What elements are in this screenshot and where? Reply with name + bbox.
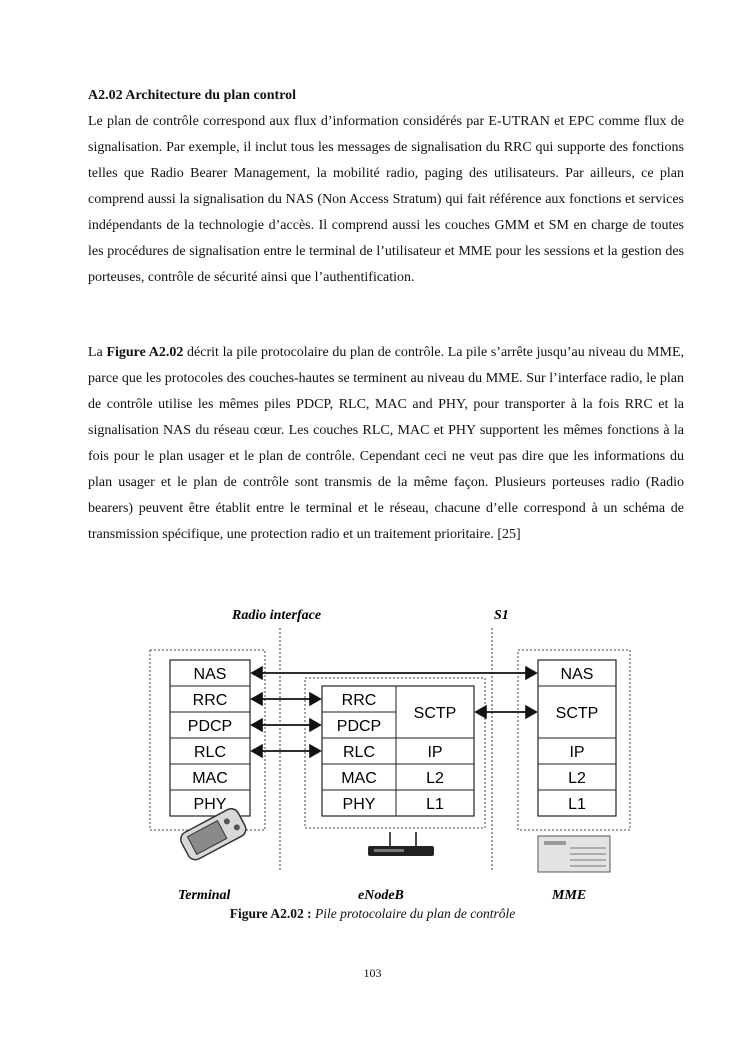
- protocol-stack-figure: [140, 600, 640, 910]
- enodeb-layer: RLC: [342, 744, 376, 761]
- section-heading: A2.02 Architecture du plan control: [88, 88, 297, 103]
- enodeb-layer: PHY: [342, 796, 376, 813]
- enodeb-stack: [322, 686, 474, 816]
- caption-label: Figure A2.02 :: [229, 906, 312, 921]
- mme-layer: L1: [568, 796, 586, 813]
- paragraph-1: Le plan de contrôle correspond aux flux d’information considérés par E-UTRAN et EPC comme flux de signalisation. Par exemple, il inclut tous les messages de signalisation du RRC qui supporte des fonctions telles que Radio Bearer Management, la mobilité radio, paging des utilisateurs. Par ailleurs, ce plan comprend aussi la signalisation du NAS (Non Access Stratum) qui fait référence aux fonctions et services indépendants de la technologie d’accès. Il comprend aussi les couches GMM et SM en charge de toutes les procédures de signalisation entre le terminal de l’utilisateur et MME pour les sessions et la gestion des porteuses, contrôle de sécurité ainsi que l’authentification.: [88, 114, 684, 285]
- enodeb-layer: L1: [426, 796, 444, 813]
- router-icon: [368, 832, 434, 856]
- enodeb-label: eNodeB: [358, 888, 404, 903]
- terminal-layer: PHY: [193, 796, 227, 813]
- page-number: 103: [363, 966, 382, 980]
- enodeb-layer: MAC: [341, 770, 377, 787]
- enodeb-layer: L2: [426, 770, 444, 787]
- enodeb-layer: SCTP: [413, 705, 457, 722]
- terminal-label: Terminal: [178, 888, 231, 903]
- mme-label: MME: [552, 888, 587, 903]
- mme-layer: NAS: [560, 666, 594, 683]
- terminal-layer: RLC: [193, 744, 227, 761]
- para2-body: décrit la pile protocolaire du plan de contrôle. La pile s’arrête jusqu’au niveau du MME, parce que les protocoles des couches-hautes se terminent au niveau du MME. Sur l’interface radio, le plan de contrôle utilise les mêmes piles PDCP, RLC, MAC and PHY, pour transporter à la fois RRC et la signalisation NAS du réseau cœur. Les couches RLC, MAC et PHY supportent les mêmes fonctions à la fois pour le plan usager et le plan de contrôle. Cependant ceci ne veut pas dire que les informations du plan usager et le plan de contrôle sont transmis de la même façon. Plusieurs porteuses radio (Radio bearers) peuvent être établit entre le terminal et le réseau, chacune d’elle correspond à un schéma de transmission spécifique, une protection radio et un traitement prioritaire. [25]: [88, 345, 684, 542]
- mme-layer: IP: [569, 744, 585, 761]
- paragraph-2: [88, 340, 684, 548]
- para2-prefix: La: [88, 345, 107, 360]
- terminal-stack: [170, 660, 250, 816]
- enodeb-layer: IP: [427, 744, 443, 761]
- caption-title: Pile protocolaire du plan de contrôle: [311, 906, 516, 921]
- figure-reference: Figure A2.02: [106, 345, 184, 360]
- terminal-layer: NAS: [193, 666, 227, 683]
- radio-interface-label: Radio interface: [232, 608, 322, 623]
- enodeb-layer: PDCP: [336, 718, 382, 735]
- mme-layer: SCTP: [555, 705, 599, 722]
- enodeb-layer: RRC: [341, 692, 377, 709]
- mme-layer: L2: [568, 770, 586, 787]
- mme-stack: [538, 660, 616, 816]
- terminal-layer: MAC: [192, 770, 228, 787]
- s1-label: S1: [494, 608, 509, 623]
- server-icon: [538, 836, 610, 872]
- terminal-layer: PDCP: [187, 718, 233, 735]
- terminal-layer: RRC: [192, 692, 228, 709]
- figure-caption: [0, 906, 745, 922]
